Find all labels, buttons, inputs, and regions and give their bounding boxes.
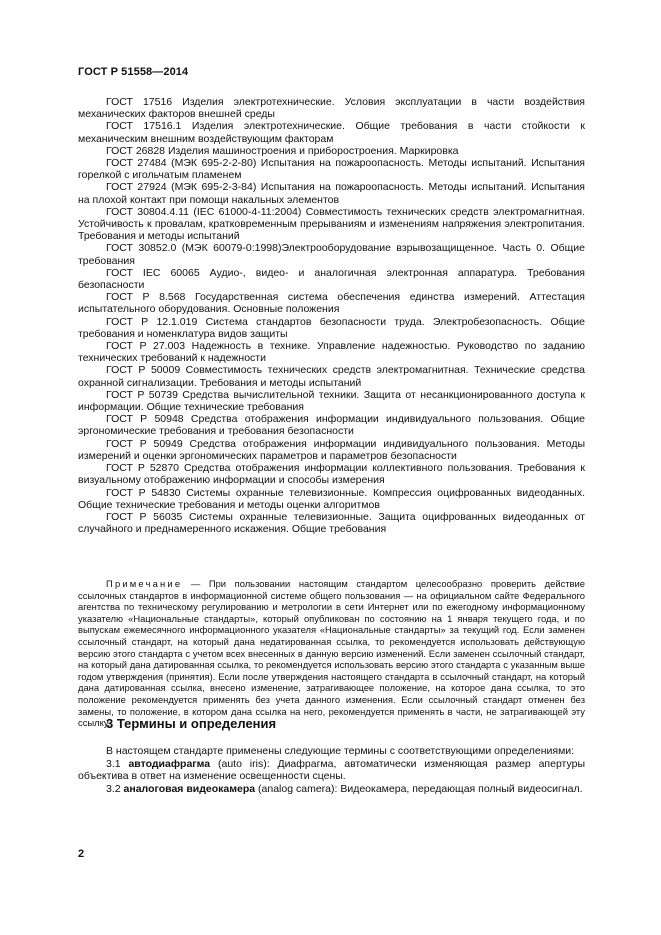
note-paragraph <box>78 578 585 729</box>
reference-item: ГОСТ 27484 (МЭК 695-2-2-80) Испытания на пожароопасность. Методы испытаний. Испытания горелкой с игольчатым пламенем <box>78 157 585 182</box>
term-name: аналоговая видеокамера <box>123 782 256 795</box>
reference-item: ГОСТ Р 12.1.019 Система стандартов безопасности труда. Электробезопасность. Общие требования и номенклатура видов защиты <box>78 315 585 340</box>
page-number: 2 <box>78 848 85 860</box>
term-number: 3.2 <box>106 782 124 795</box>
reference-item: ГОСТ Р 50948 Средства отображения информации индивидуального пользования. Общие эргономические требования и требования безопасности <box>78 413 585 438</box>
terms-section <box>78 745 585 795</box>
note-label: Примечание <box>106 578 183 589</box>
term-definition: (analog camera): Видеокамера, передающая полный видеосигнал. <box>255 782 583 795</box>
reference-item: ГОСТ 30852.0 (МЭК 60079-0:1998)Электрооборудование взрывозащищенное. Часть 0. Общие требования <box>78 242 585 267</box>
reference-item: ГОСТ 30804.4.11 (IEC 61000-4-11:2004) Совместимость технических средств электромагнитная. Устойчивость к провалам, кратковременным прерываниям и изменениям напряжения электропитания. Требования и методы испытаний <box>78 205 585 243</box>
reference-item: ГОСТ 17516 Изделия электротехнические. Условия эксплуатации в части воздействия механических факторов внешней среды <box>78 96 585 121</box>
term-entry <box>78 758 585 783</box>
reference-item: ГОСТ Р 50739 Средства вычислительной техники. Защита от несанкционированного доступа к информации. Общие технические требования <box>78 388 585 414</box>
term-number: 3.1 <box>106 757 129 770</box>
note-block <box>78 578 585 729</box>
reference-item: ГОСТ Р 56035 Системы охранные телевизионные. Защита оцифрованных видеоданных от случайного и преднамеренного искажения. Общие требования <box>78 510 585 536</box>
reference-item: ГОСТ 26828 Изделия машиностроения и приборостроения. Маркировка <box>106 144 459 157</box>
reference-item: ГОСТ Р 52870 Средства отображения информации коллективного пользования. Требования к визуальному отображению информации и способы измерения <box>78 462 585 487</box>
reference-item: ГОСТ IEC 60065 Аудио-, видео- и аналогичная электронная аппаратура. Требования безопасности <box>78 266 585 292</box>
section-title: 3 Термины и определения <box>106 716 277 731</box>
reference-item: ГОСТ Р 8.568 Государственная система обеспечения единства измерений. Аттестация испытательного оборудования. Основные положения <box>78 291 585 316</box>
document-header: ГОСТ Р 51558—2014 <box>78 66 189 78</box>
normative-references-list <box>78 96 585 535</box>
term-definition: (auto iris): Диафрагма, автоматически изменяющая размер апертуры объектива в ответ на изменение освещенности сцены. <box>78 757 586 783</box>
reference-item: ГОСТ Р 50009 Совместимость технических средств электромагнитная. Технические средства охранной сигнализации. Требования и методы испытаний <box>78 364 585 389</box>
term-name: автодиафрагма <box>128 757 211 770</box>
note-text: — При пользовании настоящим стандартом целесообразно проверить действие ссылочных стандартов в информационной системе общего пользования — на официальном сайте Федерального агентства по техническому регулированию и метрологии в сети Интернет или по ежегодному информационному указателю «Национальные стандарты», который опубликован по состоянию на 1 января текущего года, и по выпускам ежемесячного информационного указателя «Национальные стандарты» за текущий год. Если заменен ссылочный стандарт, на который дана недатированная ссылка, то рекомендуется использовать действующую версию этого стандарта с учетом всех внесенных в данную версию изменений. Если заменен ссылочный стандарт, на который дана датированная ссылка, то рекомендуется использовать версию этого стандарта с указанным выше годом утверждения (принятия). Если после утверждения настоящего стандарта в ссылочный стандарт, на который дана датированная ссылка, внесено изменение, затрагивающее положение, на которое дана ссылка, то это положение рекомендуется применять без учета данного изменения. Если ссылочный стандарт отменен без замены, то положение, в котором дана ссылка на него, рекомендуется применять в части, не затрагивающей эту ссылку. <box>78 578 585 729</box>
terms-intro: В настоящем стандарте применены следующие термины с соответствующими определениями: <box>106 745 575 757</box>
reference-item: ГОСТ Р 50949 Средства отображения информации индивидуального пользования. Методы измерений и оценки эргономических параметров и параметров безопасности <box>78 437 585 462</box>
reference-item: ГОСТ Р 27.003 Надежность в технике. Управление надежностью. Руководство по заданию технических требований к надежности <box>78 340 585 365</box>
reference-item: ГОСТ Р 54830 Системы охранные телевизионные. Компрессия оцифрованных видеоданных. Общие технические требования и методы оценки алгоритмов <box>78 486 585 511</box>
reference-item: ГОСТ 27924 (МЭК 695-2-3-84) Испытания на пожароопасность. Методы испытаний. Испытания на плохой контакт при помощи накальных элементов <box>78 181 585 206</box>
term-entry <box>78 783 585 796</box>
reference-item: ГОСТ 17516.1 Изделия электротехнические. Общие требования в части стойкости к механическим внешним воздействующим факторам <box>78 120 585 145</box>
